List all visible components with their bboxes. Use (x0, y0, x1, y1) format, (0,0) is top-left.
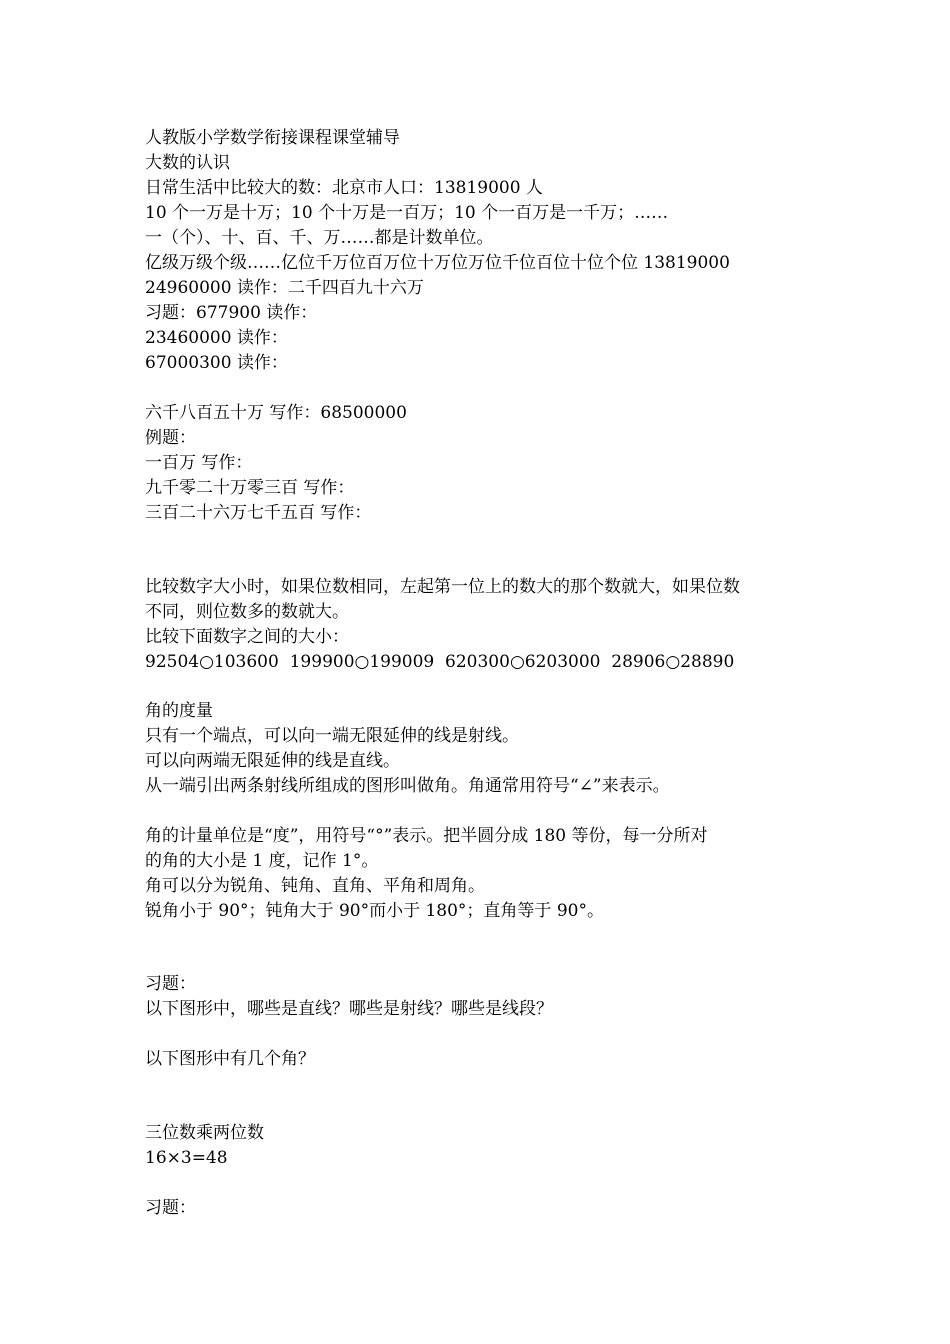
text-line: 24960000 读作：二千四百九十六万 (145, 278, 424, 298)
text-line: 16×3=48 (145, 1148, 228, 1168)
doc-title: 人教版小学数学衔接课程课堂辅导 (145, 128, 400, 148)
text-line: 从一端引出两条射线所组成的图形叫做角。角通常用符号“∠”来表示。 (145, 776, 670, 796)
section-heading-multiplication: 三位数乘两位数 (145, 1123, 264, 1143)
exercise-line: 习题：677900 读作： (145, 303, 318, 323)
text-line: 可以向两端无限延伸的线是直线。 (145, 751, 400, 771)
example-heading: 例题： (145, 428, 196, 448)
text-line: 日常生活中比较大的数：北京市人口：13819000 人 (145, 178, 543, 198)
comparison-exercise: 92504○103600 199900○199009 620300○6203000 28906○28890 (145, 652, 735, 672)
exercise-line: 以下图形中有几个角？ (145, 1049, 315, 1069)
example-line: 九千零二十万零三百 写作： (145, 478, 355, 498)
section-heading-angles: 角的度量 (145, 701, 213, 721)
text-line: 比较数字大小时，如果位数相同，左起第一位上的数大的那个数就大，如果位数 (145, 577, 740, 597)
text-line: 的角的大小是 1 度，记作 1°。 (145, 851, 379, 871)
exercise-line: 67000300 读作： (145, 353, 288, 373)
section-heading-large-numbers: 大数的认识 (145, 153, 230, 173)
exercise-heading: 习题： (145, 974, 196, 994)
text-line: 一（个）、十、百、千、万……都是计数单位。 (145, 228, 494, 248)
text-line: 锐角小于 90°；钝角大于 90°而小于 180°；直角等于 90°。 (145, 901, 604, 921)
example-line: 一百万 写作： (145, 453, 253, 473)
text-line: 角可以分为锐角、钝角、直角、平角和周角。 (145, 876, 485, 896)
text-line: 六千八百五十万 写作：68500000 (145, 403, 407, 423)
text-line: 角的计量单位是“度”，用符号“°”表示。把半圆分成 180 等份，每一分所对 (145, 826, 708, 846)
example-line: 三百二十六万七千五百 写作： (145, 503, 372, 523)
exercise-line: 以下图形中，哪些是直线？哪些是射线？哪些是线段？ (145, 999, 553, 1019)
text-line: 只有一个端点，可以向一端无限延伸的线是射线。 (145, 726, 519, 746)
exercise-heading: 习题： (145, 1198, 196, 1218)
text-line: 亿级万级个级……亿位千万位百万位十万位万位千位百位十位个位 13819000 (145, 253, 730, 273)
text-line: 比较下面数字之间的大小： (145, 627, 349, 647)
text-line: 不同，则位数多的数就大。 (145, 602, 349, 622)
text-line: 10 个一万是十万；10 个十万是一百万；10 个一百万是一千万；…… (145, 203, 669, 223)
exercise-line: 23460000 读作： (145, 328, 288, 348)
